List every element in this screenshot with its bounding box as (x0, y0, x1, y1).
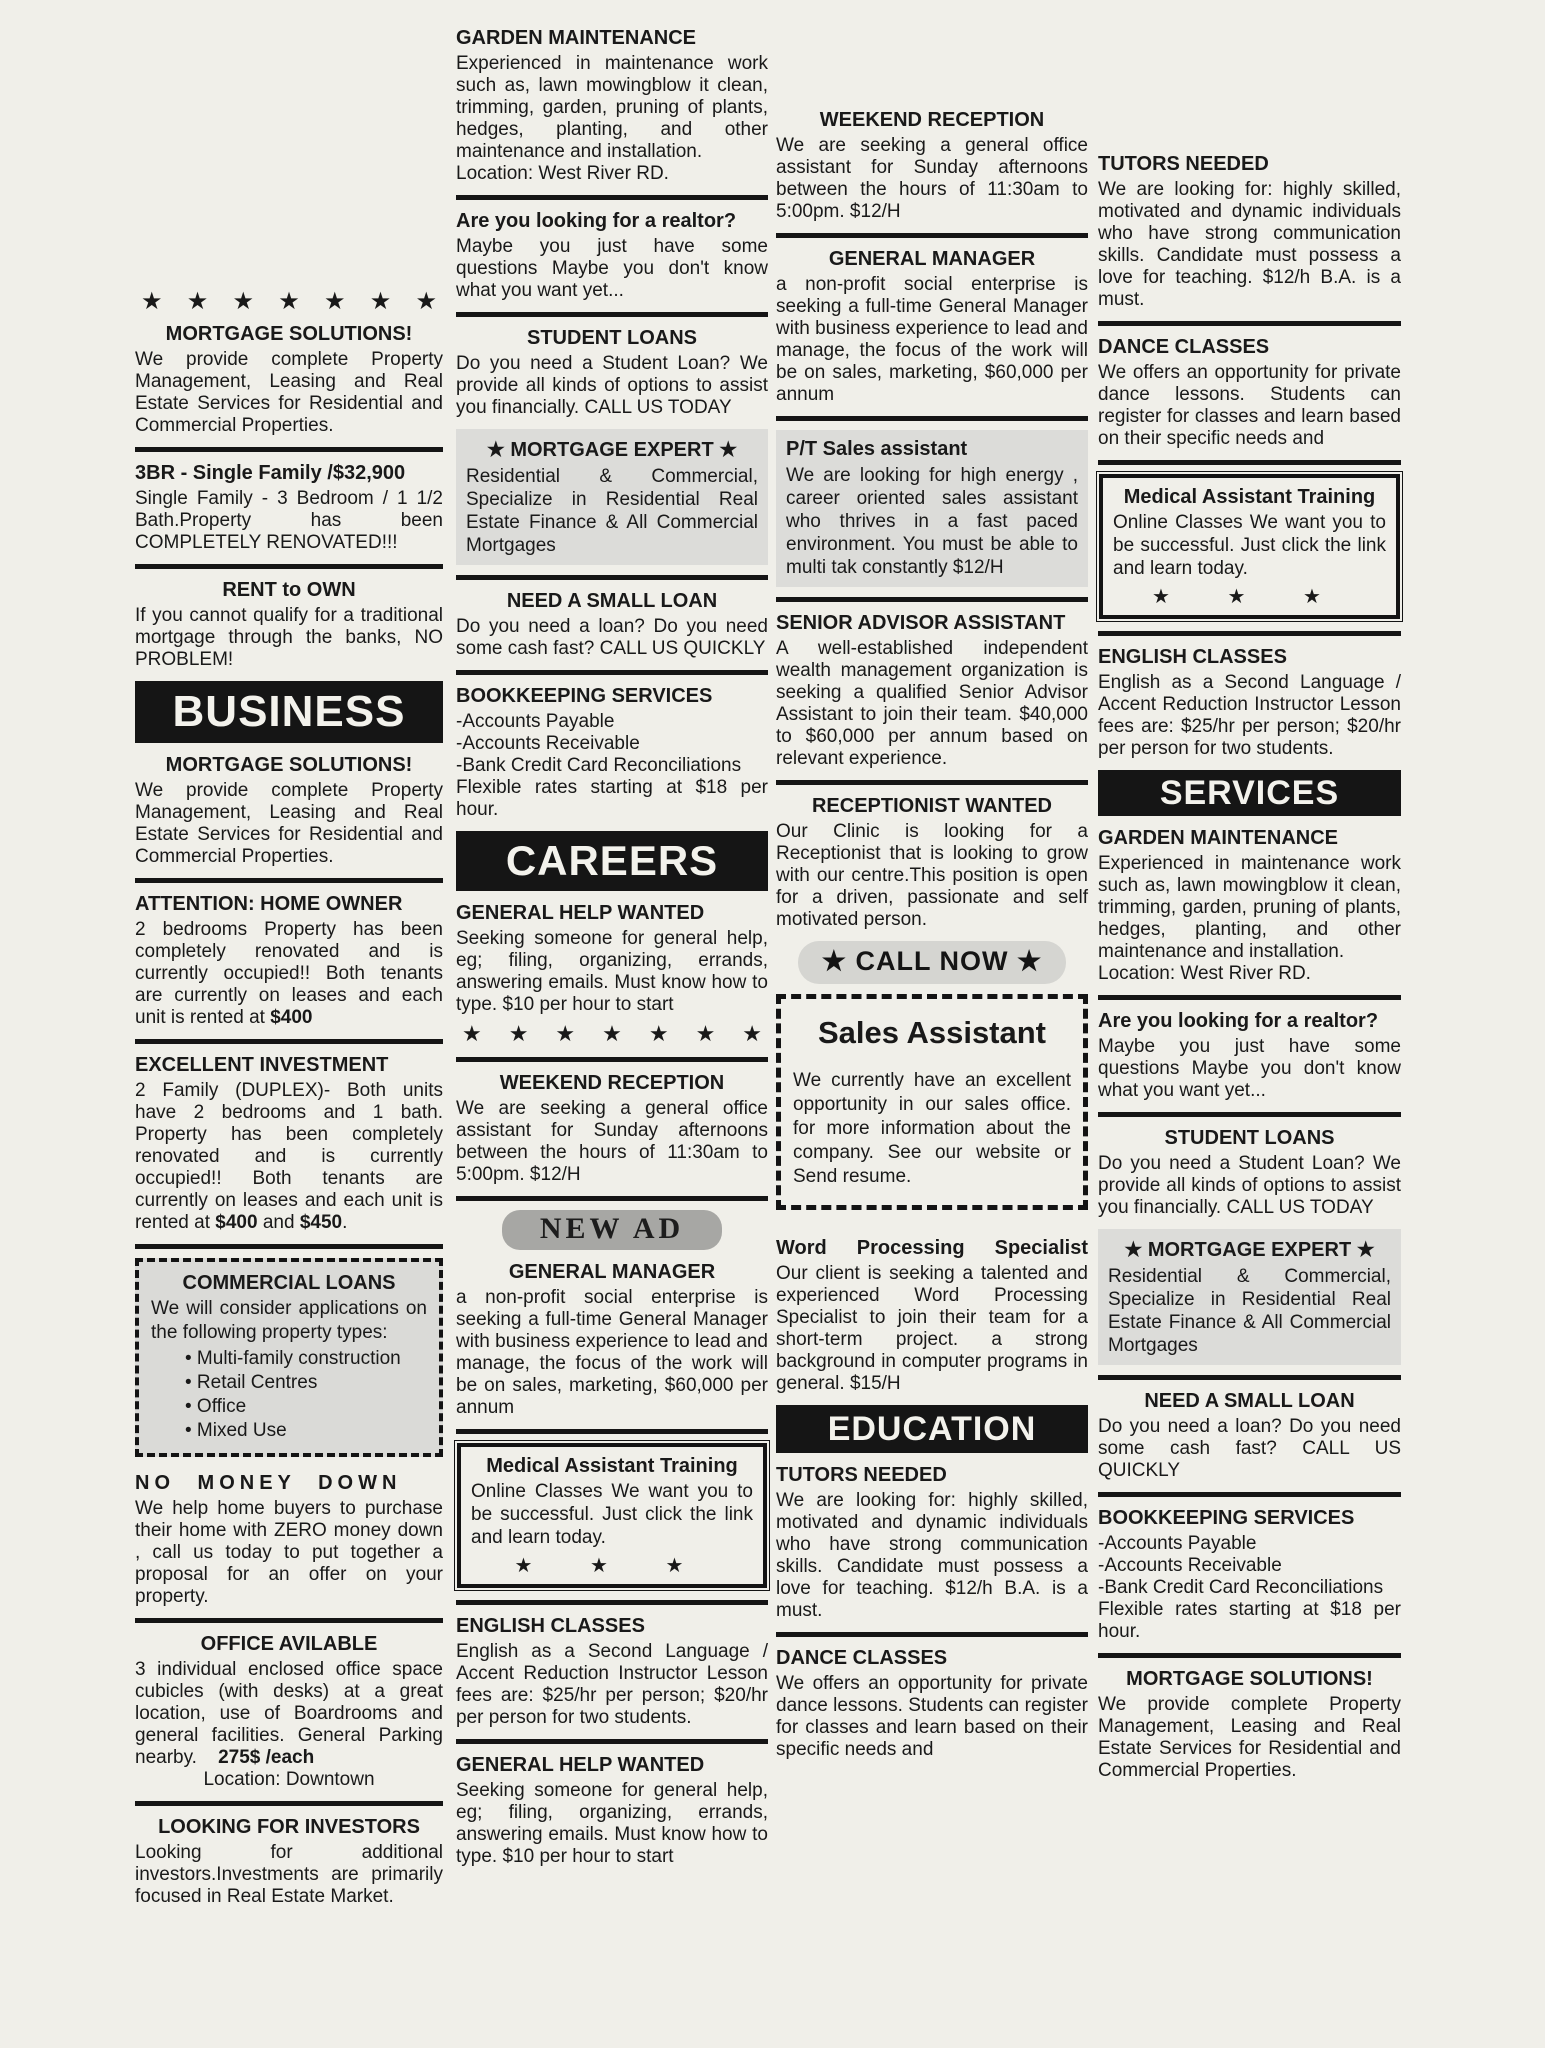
ad-body: Maybe you just have some questions Maybe you don't know what you want yet... (1098, 1036, 1401, 1101)
ad-bookkeeping (456, 684, 768, 821)
property-type-list (185, 1347, 427, 1443)
ad-body: Our Clinic is looking for a Receptionist that is looking to grow with our centre.This position is open for a driven, passionate and self motivated person. (776, 821, 1088, 930)
divider (776, 233, 1088, 238)
ad-body: Do you need a loan? Do you need some cash fast? CALL US QUICKLY (1098, 1416, 1401, 1481)
ad-mortgage-solutions (1098, 1667, 1401, 1782)
ad-garden-maintenance (1098, 826, 1401, 985)
pt-sales-box (776, 430, 1088, 587)
ad-english-classes (456, 1614, 768, 1729)
rent-price: $400 (270, 1007, 313, 1028)
ad-rent-to-own (135, 578, 443, 671)
ad-body: Single Family - 3 Bedroom / 1 1/2 Bath.Property has been COMPLETELY RENOVATED!!! (135, 488, 443, 553)
divider (135, 447, 443, 452)
divider (456, 312, 768, 317)
ad-body: Seeking someone for general help, eg; filing, organizing, errands, answering emails. Must know how to type. $10 per hour to start (456, 1780, 768, 1867)
ad-senior-advisor (776, 611, 1088, 770)
ad-title: P/T Sales assistant (786, 438, 968, 460)
list-item: • Multi-family construction (185, 1348, 401, 1369)
ad-line: Flexible rates starting at $18 per hour. (456, 777, 768, 820)
ad-general-manager (456, 1260, 768, 1419)
divider (456, 1057, 768, 1062)
ad-mortgage-solutions (135, 753, 443, 868)
ad-body: Online Classes We want you to be successful. Just click the link and learn today. (471, 1481, 753, 1548)
ad-body: 3 individual enclosed office space cubicles (with desks) at a great location, use of Boardrooms and general facilities. General Parking nearby. 275$ /each (135, 1659, 443, 1768)
ad-title: Are you looking for a realtor? (1098, 1010, 1379, 1032)
ad-body: We are seeking a general office assistant for Sunday afternoons between the hours of 11:30am to 5:00pm. $12/H (776, 135, 1088, 222)
ad-body: Do you need a Student Loan? We provide all kinds of options to assist you financially. CALL US TODAY (456, 353, 768, 418)
ad-body: a non-profit social enterprise is seeking a full-time General Manager with business experience to lead and manage, the focus of the work will be on sales, marketing, $60,000 per annum (776, 274, 1088, 405)
divider (456, 1429, 768, 1434)
ad-body: Online Classes We want you to be successful. Just click the link and learn today. (1113, 512, 1386, 579)
section-bar-business (135, 681, 443, 743)
column-4 (1098, 150, 1401, 1792)
divider (776, 597, 1088, 602)
divider (135, 564, 443, 569)
divider (456, 670, 768, 675)
ad-title: NEED A SMALL LOAN (506, 590, 718, 612)
divider (1098, 321, 1401, 326)
ad-line: -Accounts Payable (456, 711, 615, 732)
ad-title: ★ MORTGAGE EXPERT ★ (1124, 1239, 1375, 1261)
ad-title: Sales Assistant (817, 1015, 1047, 1050)
list-item: • Mixed Use (185, 1420, 287, 1441)
ad-body: 2 bedrooms Property has been completely renovated and is currently occupied!! Both tenants are currently on leases and each unit is rented at $400 (135, 919, 443, 1028)
ad-title: STUDENT LOANS (527, 327, 697, 349)
section-label: CAREERS (505, 837, 719, 884)
ad-body: English as a Second Language / Accent Reduction Instructor Lesson fees are: $25/hr per person; $20/hr per person for two students. (1098, 672, 1401, 759)
rent-price: $450 (299, 1212, 343, 1233)
section-label: SERVICES (1159, 774, 1340, 812)
ad-title: MORTGAGE SOLUTIONS! (165, 754, 413, 776)
ad-body: We provide complete Property Management, Leasing and Real Estate Services for Residential and Commercial Properties. (1098, 1694, 1401, 1781)
divider (776, 416, 1088, 421)
ad-tutors-needed (776, 1463, 1088, 1622)
ad-title: RECEPTIONIST WANTED (811, 795, 1052, 817)
ad-body: We provide complete Property Management, Leasing and Real Estate Services for Residential and Commercial Properties. (135, 780, 443, 867)
section-label: BUSINESS (172, 687, 406, 736)
ad-title: TUTORS NEEDED (1098, 153, 1269, 175)
ad-title: Medical Assistant Training (1123, 486, 1376, 508)
ad-title: STUDENT LOANS (1164, 1127, 1335, 1149)
column-1 (135, 288, 443, 1918)
ad-title: ATTENTION: HOME OWNER (135, 893, 403, 915)
ad-body: Experienced in maintenance work such as, lawn mowingblow it clean, trimming, garden, pruning of plants, hedges, planting, and other maintenance and installation. (1098, 853, 1401, 962)
ad-title: ★ MORTGAGE EXPERT ★ (486, 439, 738, 461)
ad-word-processing (776, 1236, 1088, 1395)
ad-english-classes (1098, 645, 1401, 760)
ad-student-loans (1098, 1126, 1401, 1219)
ad-body: We offers an opportunity for private dance lessons. Students can register for classes and learn based on their specific needs and (776, 1673, 1088, 1760)
ad-mortgage-solutions (135, 322, 443, 437)
ad-title: BOOKKEEPING SERVICES (456, 685, 713, 707)
ad-title: GENERAL MANAGER (508, 1261, 716, 1283)
section-bar-services (1098, 770, 1401, 816)
new-ad-pill: NEW AD (502, 1210, 722, 1250)
ad-title: TUTORS NEEDED (776, 1464, 947, 1486)
mortgage-expert-box (456, 429, 768, 565)
divider (1098, 995, 1401, 1000)
ad-no-money-down (135, 1471, 443, 1608)
ad-body: Residential & Commercial, Specialize in Residential Real Estate Finance & All Commercial Mortgages (466, 466, 758, 556)
ad-body: We currently have an excellent opportunity in our sales office. for more information about the company. See our website or Send resume. (793, 1070, 1071, 1187)
ad-title: MORTGAGE SOLUTIONS! (165, 323, 413, 345)
ad-looking-for-investors (135, 1815, 443, 1908)
divider (135, 878, 443, 883)
ad-title: GENERAL HELP WANTED (456, 1754, 705, 1776)
ad-receptionist (776, 794, 1088, 931)
stars-row: ★ ★ ★ ★ ★ ★ ★ (462, 1021, 762, 1046)
medical-training-box (1099, 474, 1400, 619)
new-ad-pill-wrap (456, 1210, 768, 1250)
ad-general-manager (776, 247, 1088, 406)
ad-body: We are looking for high energy , career oriented sales assistant who thrives in a fast paced environment. You must be able to multi tak constantly $12/H (786, 465, 1078, 578)
column-2 (456, 24, 768, 1878)
ad-line: -Bank Credit Card Reconciliations (1098, 1577, 1384, 1598)
ad-body: Experienced in maintenance work such as, lawn mowingblow it clean, trimming, garden, pruning of plants, hedges, planting, and other maintenance and installation. (456, 53, 768, 162)
divider (1098, 631, 1401, 636)
divider (456, 1196, 768, 1201)
ad-body: We offers an opportunity for private dance lessons. Students can register for classes and learn based on their specific needs and (1098, 362, 1401, 449)
ad-title: COMMERCIAL LOANS (182, 1272, 396, 1294)
section-bar-education (776, 1405, 1088, 1453)
ad-title: ENGLISH CLASSES (1098, 646, 1287, 668)
ad-realtor (1098, 1009, 1401, 1102)
ad-title: WEEKEND RECEPTION (819, 109, 1045, 131)
ad-location: Location: Downtown (203, 1769, 375, 1790)
ad-title: LOOKING FOR INVESTORS (158, 1816, 420, 1838)
ad-title: MORTGAGE SOLUTIONS! (1126, 1668, 1373, 1690)
ad-weekend-reception (456, 1071, 768, 1186)
ad-line: -Accounts Payable (1098, 1533, 1257, 1554)
divider (456, 1600, 768, 1605)
divider (135, 1801, 443, 1806)
ad-body: Residential & Commercial, Specialize in Residential Real Estate Finance & All Commercial Mortgages (1108, 1266, 1391, 1356)
call-now-pill: ★ CALL NOW ★ (798, 941, 1066, 984)
ad-realtor (456, 209, 768, 302)
divider (135, 1618, 443, 1623)
mortgage-expert-box (1098, 1229, 1401, 1365)
ad-title: BOOKKEEPING SERVICES (1098, 1507, 1355, 1529)
ad-title: GENERAL HELP WANTED (456, 902, 705, 924)
ad-dance-classes (1098, 335, 1401, 450)
ad-title: GENERAL MANAGER (828, 248, 1036, 270)
stars-row: ★ ★ ★ ★ ★ ★ ★ (141, 288, 437, 315)
divider (1098, 1112, 1401, 1117)
ad-title: 3BR - Single Family /$32,900 (135, 462, 406, 484)
ad-title: Word Processing Specialist (776, 1237, 1088, 1259)
rent-price: $400 (215, 1212, 258, 1233)
ad-body: Maybe you just have some questions Maybe you don't know what you want yet... (456, 236, 768, 301)
ad-garden-maintenance (456, 26, 768, 185)
ad-title: GARDEN MAINTENANCE (456, 27, 696, 49)
stars-row: ★ ★ ★ (514, 1555, 710, 1577)
ad-line: Flexible rates starting at $18 per hour. (1098, 1599, 1401, 1642)
ad-title: DANCE CLASSES (776, 1647, 948, 1669)
divider (776, 780, 1088, 785)
ad-3br-single-family (135, 461, 443, 554)
ad-title: DANCE CLASSES (1098, 336, 1270, 358)
ad-body: English as a Second Language / Accent Reduction Instructor Lesson fees are: $25/hr per person; $20/hr per person for two students. (456, 1641, 768, 1728)
ad-body: 2 Family (DUPLEX)- Both units have 2 bedrooms and 1 bath. Property has been completely renovated and is currently occupied!! Both tenants are currently on leases and each unit is rented at $400 and $450. (135, 1080, 443, 1233)
ad-body: We help home buyers to purchase their home with ZERO money down , call us today to put together a proposal for an offer on your property. (135, 1498, 443, 1607)
ad-title: NEED A SMALL LOAN (1144, 1390, 1355, 1412)
ad-body: We will consider applications on the following property types: (151, 1298, 427, 1343)
section-bar-careers (456, 831, 768, 891)
ad-general-help (456, 901, 768, 1016)
ad-title: WEEKEND RECEPTION (499, 1072, 725, 1094)
ad-title: RENT to OWN (222, 579, 356, 601)
ad-line: -Bank Credit Card Reconciliations (456, 755, 742, 776)
ad-tutors-needed (1098, 152, 1401, 311)
divider (135, 1244, 443, 1249)
divider (1098, 460, 1401, 465)
ad-title: EXCELLENT INVESTMENT (135, 1054, 389, 1076)
section-label: EDUCATION (827, 1410, 1037, 1448)
ad-need-small-loan (456, 589, 768, 660)
ad-title: GARDEN MAINTENANCE (1098, 827, 1338, 849)
ad-body: Do you need a Student Loan? We provide all kinds of options to assist you financially. CALL US TODAY (1098, 1153, 1401, 1218)
sales-assistant-box (776, 994, 1088, 1210)
ad-weekend-reception (776, 108, 1088, 223)
ad-office-available (135, 1632, 443, 1791)
ad-body: We are looking for: highly skilled, motivated and dynamic individuals who have strong communication skills. Candidate must possess a love for teaching. $12/h B.A. is a must. (776, 1490, 1088, 1621)
ad-title: SENIOR ADVISOR ASSISTANT (776, 612, 1066, 634)
ad-body: We are looking for: highly skilled, motivated and dynamic individuals who have strong communication skills. Candidate must possess a love for teaching. $12/h B.A. is a must. (1098, 179, 1401, 310)
divider (1098, 1653, 1401, 1658)
divider (1098, 1375, 1401, 1380)
ad-body: Seeking someone for general help, eg; filing, organizing, errands, answering emails. Must know how to type. $10 per hour to start (456, 928, 768, 1015)
ad-title: Are you looking for a realtor? (456, 210, 737, 232)
ad-title: OFFICE AVILABLE (200, 1633, 378, 1655)
divider (456, 1739, 768, 1744)
medical-training-box (457, 1443, 767, 1588)
ad-excellent-investment (135, 1053, 443, 1234)
ad-body: Looking for additional investors.Investments are primarily focused in Real Estate Market. (135, 1842, 443, 1907)
stars-row: ★ ★ ★ (1152, 586, 1347, 608)
divider (456, 195, 768, 200)
ad-title: Medical Assistant Training (486, 1455, 738, 1477)
ad-body: A well-established independent wealth management organization is seeking a qualified Senior Advisor Assistant to join their team. $40,000 to $60,000 per annum based on relevant experience. (776, 638, 1088, 769)
ad-student-loans (456, 326, 768, 419)
list-item: • Retail Centres (185, 1372, 318, 1393)
list-item: • Office (185, 1396, 247, 1417)
ad-location: Location: West River RD. (1098, 963, 1311, 984)
ad-general-help (456, 1753, 768, 1868)
ad-need-small-loan (1098, 1389, 1401, 1482)
ad-bookkeeping (1098, 1506, 1401, 1643)
call-now-pill-wrap (776, 941, 1088, 984)
ad-line: -Accounts Receivable (456, 733, 640, 754)
divider (456, 575, 768, 580)
ad-body: We are seeking a general office assistant for Sunday afternoons between the hours of 11:30am to 5:00pm. $12/H (456, 1098, 768, 1185)
ad-body: Our client is seeking a talented and experienced Word Processing Specialist to join their team for a short-term project. a strong background in computer programs in general. $15/H (776, 1263, 1088, 1394)
ad-body: If you cannot qualify for a traditional mortgage through the banks, NO PROBLEM! (135, 605, 443, 670)
ad-body: Do you need a loan? Do you need some cash fast? CALL US QUICKLY (456, 616, 768, 659)
ad-body: a non-profit social enterprise is seeking a full-time General Manager with business experience to lead and manage, the focus of the work will be on sales, marketing, $60,000 per annum (456, 1287, 768, 1418)
office-price: 275$ /each (218, 1747, 315, 1768)
divider (1098, 1492, 1401, 1497)
ad-location: Location: West River RD. (456, 163, 669, 184)
divider (776, 1632, 1088, 1637)
ad-line: -Accounts Receivable (1098, 1555, 1282, 1576)
ad-title: ENGLISH CLASSES (456, 1615, 645, 1637)
column-3 (776, 106, 1088, 1771)
ad-title: NO MONEY DOWN (135, 1472, 402, 1494)
commercial-loans-box (135, 1258, 443, 1457)
ad-attention-home-owner (135, 892, 443, 1029)
ad-dance-classes (776, 1646, 1088, 1761)
divider (135, 1039, 443, 1044)
ad-body: We provide complete Property Management, Leasing and Real Estate Services for Residential and Commercial Properties. (135, 349, 443, 436)
